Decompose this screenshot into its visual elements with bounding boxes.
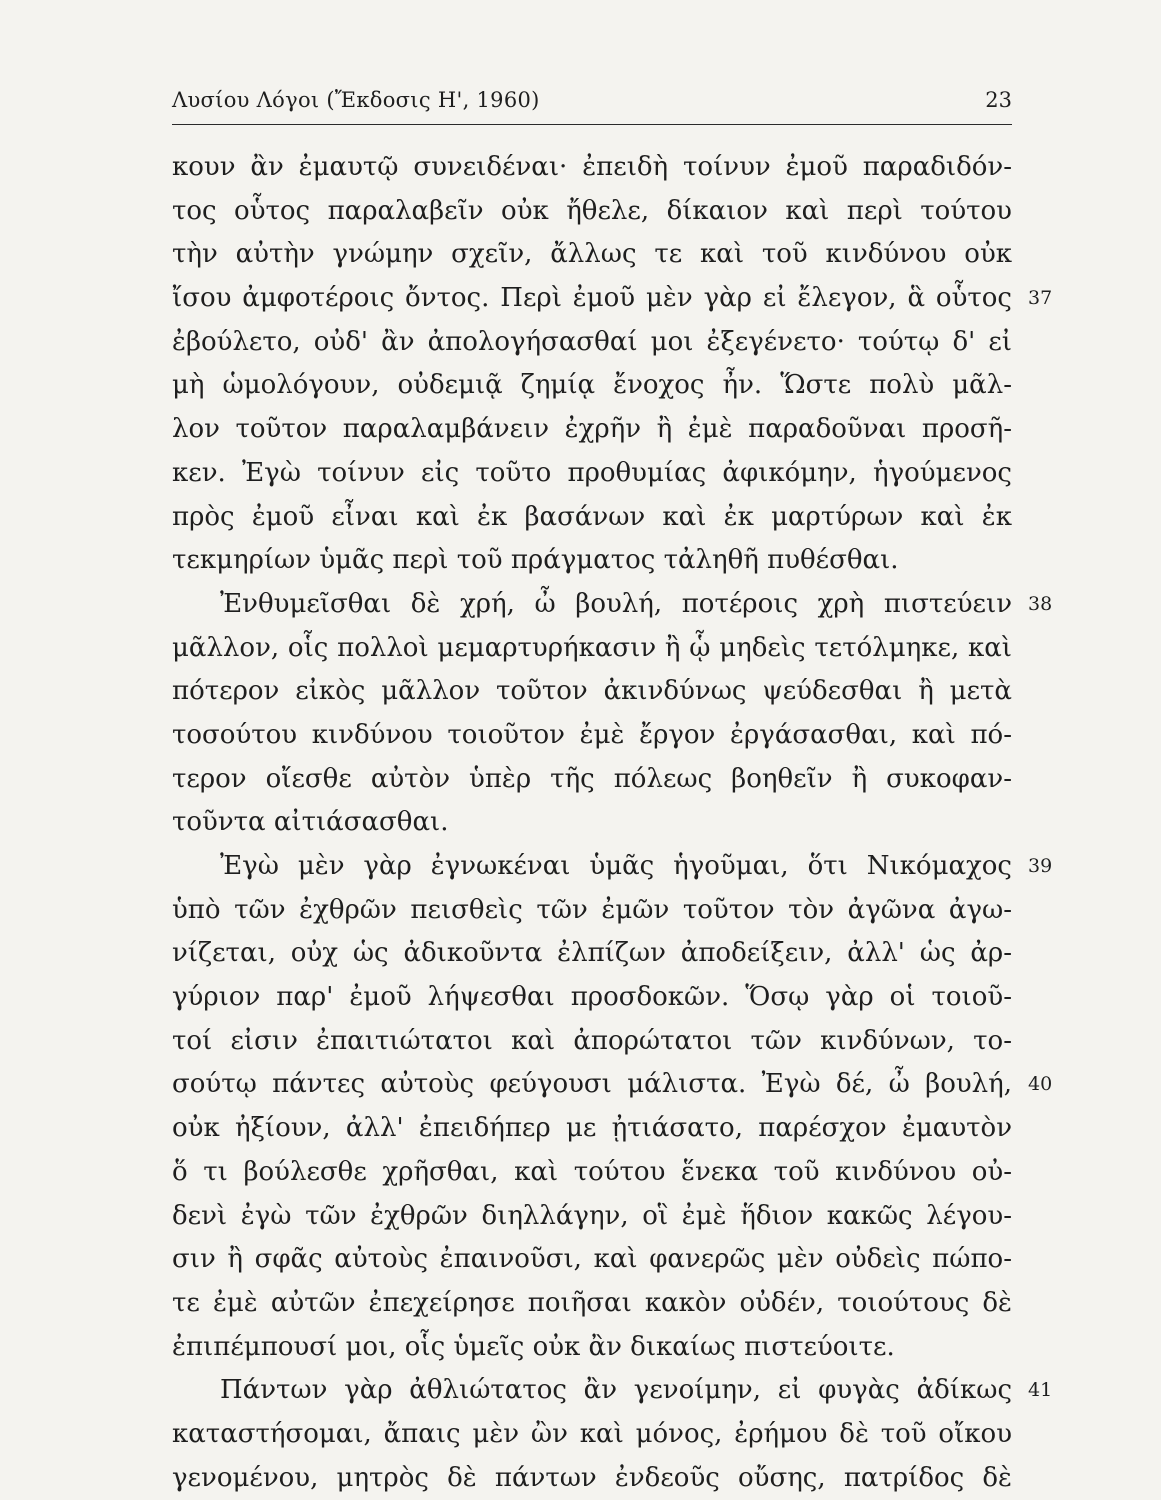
text-body (172, 146, 1053, 1500)
line-text: γενομένου, μητρὸς δὲ πάντων ἐνδεοῦς οὔσης, πατρίδος δὲ (172, 1462, 1012, 1493)
text-line (172, 539, 1012, 583)
line-text: τερον οἴεσθε αὐτὸν ὑπὲρ τῆς πόλεως βοηθεῖν ἢ συκοφαν- (172, 763, 1012, 794)
text-line (172, 714, 1012, 758)
text-line (172, 1457, 1012, 1500)
line-text: τος οὗτος παραλαβεῖν οὐκ ἤθελε, δίκαιον καὶ περὶ τούτου (172, 195, 1012, 226)
text-line (172, 190, 1012, 234)
line-text: ἐβούλετο, οὐδ' ἂν ἀπολογήσασθαί μοι ἐξεγένετο· τούτῳ δ' εἰ (172, 326, 1012, 357)
line-text: Πάντων γὰρ ἀθλιώτατος ἂν γενοίμην, εἰ φυγὰς ἀδίκως (220, 1375, 1012, 1406)
line-text: δενὶ ἐγὼ τῶν ἐχθρῶν διηλλάγην, οἳ ἐμὲ ἥδιον κακῶς λέγου- (172, 1200, 1012, 1231)
text-line (172, 670, 1012, 714)
line-text: πρὸς ἐμοῦ εἶναι καὶ ἐκ βασάνων καὶ ἐκ μαρτύρων καὶ ἐκ (172, 501, 1012, 532)
page-number: 23 (985, 88, 1012, 112)
line-text: Ἐνθυμεῖσθαι δὲ χρή, ὦ βουλή, ποτέροις χρὴ πιστεύειν (220, 588, 1012, 619)
text-line (172, 583, 1053, 627)
text-line (172, 976, 1012, 1020)
text-line (172, 758, 1012, 802)
line-text: οὐκ ἠξίουν, ἀλλ' ἐπειδήπερ με ᾐτιάσατο, παρέσχον ἐμαυτὸν (172, 1113, 1012, 1144)
text-line (172, 233, 1012, 277)
text-line (172, 1020, 1012, 1064)
line-text: καταστήσομαι, ἄπαις μὲν ὢν καὶ μόνος, ἐρήμου δὲ τοῦ οἴκου (172, 1418, 1012, 1449)
text-line (172, 1151, 1012, 1195)
text-line (172, 1063, 1053, 1107)
text-line (172, 889, 1012, 933)
section-number: 38 (1028, 592, 1053, 615)
text-line (172, 627, 1012, 671)
line-text: τεκμηρίων ὑμᾶς περὶ τοῦ πράγματος τἀληθῆ πυθέσθαι. (172, 545, 899, 576)
text-line (172, 364, 1012, 408)
text-line (172, 452, 1012, 496)
line-text: τοῦντα αἰτιάσασθαι. (172, 807, 449, 838)
section-number: 39 (1028, 855, 1053, 877)
text-line (172, 496, 1012, 540)
text-line (172, 845, 1053, 889)
text-line (172, 408, 1012, 452)
text-line (172, 146, 1012, 190)
text-line (172, 1195, 1012, 1239)
text-line (172, 801, 1012, 845)
line-text: νίζεται, οὐχ ὡς ἀδικοῦντα ἐλπίζων ἀποδείξειν, ἀλλ' ὡς ἀρ- (172, 938, 1012, 969)
text-line (172, 277, 1053, 321)
line-text: ὅ τι βούλεσθε χρῆσθαι, καὶ τούτου ἕνεκα τοῦ κινδύνου οὐ- (172, 1156, 1012, 1187)
line-text: μᾶλλον, οἷς πολλοὶ μεμαρτυρήκασιν ἢ ᾧ μηδεὶς τετόλμηκε, καὶ (172, 632, 1012, 663)
line-text: ὑπὸ τῶν ἐχθρῶν πεισθεὶς τῶν ἐμῶν τοῦτον τὸν ἀγῶνα ἀγω- (172, 894, 1012, 925)
line-text: κουν ἂν ἐμαυτῷ συνειδέναι· ἐπειδὴ τοίνυν ἐμοῦ παραδιδόν- (172, 152, 1012, 182)
line-text: τὴν αὐτὴν γνώμην σχεῖν, ἄλλως τε καὶ τοῦ κινδύνου οὐκ (172, 239, 1012, 270)
running-head (172, 84, 1012, 125)
line-text: ἐπιπέμπουσί μοι, οἷς ὑμεῖς οὐκ ἂν δικαίως πιστεύοιτε. (172, 1331, 895, 1362)
section-number: 37 (1028, 287, 1053, 310)
text-line (172, 1107, 1012, 1151)
text-line (172, 1413, 1012, 1457)
text-line (172, 321, 1012, 365)
text-line (172, 1238, 1012, 1282)
line-text: τοί εἰσιν ἐπαιτιώτατοι καὶ ἀπορώτατοι τῶν κινδύνων, το- (172, 1025, 1012, 1056)
line-text: μὴ ὡμολόγουν, οὐδεμιᾷ ζημίᾳ ἔνοχος ἦν. Ὥστε πολὺ μᾶλ- (172, 370, 1012, 401)
running-title: Λυσίου Λόγοι (Ἔκδοσις Η', 1960) (172, 88, 540, 112)
line-text: ἴσου ἀμφοτέροις ὄντος. Περὶ ἐμοῦ μὲν γὰρ εἰ ἔλεγον, ἃ οὗτος (172, 283, 1012, 314)
line-text: λον τοῦτον παραλαμβάνειν ἐχρῆν ἢ ἐμὲ παραδοῦναι προσῆ- (172, 414, 1012, 445)
section-number: 41 (1028, 1379, 1053, 1402)
section-number: 40 (1028, 1073, 1053, 1096)
text-line (172, 932, 1012, 976)
text-line (172, 1369, 1053, 1413)
line-text: τοσούτου κινδύνου τοιοῦτον ἐμὲ ἔργον ἐργάσασθαι, καὶ πό- (172, 719, 1012, 750)
text-line (172, 1282, 1012, 1326)
line-text: κεν. Ἐγὼ τοίνυν εἰς τοῦτο προθυμίας ἀφικόμην, ἡγούμενος (172, 457, 1012, 488)
line-text: σούτῳ πάντες αὐτοὺς φεύγουσι μάλιστα. Ἐγὼ δέ, ὦ βουλή, (172, 1069, 1012, 1100)
line-text: σιν ἢ σφᾶς αὐτοὺς ἐπαινοῦσι, καὶ φανερῶς μὲν οὐδεὶς πώπο- (172, 1244, 1012, 1275)
line-text: τε ἐμὲ αὐτῶν ἐπεχείρησε ποιῆσαι κακὸν οὐδέν, τοιούτους δὲ (172, 1287, 1012, 1318)
line-text: πότερον εἰκὸς μᾶλλον τοῦτον ἀκινδύνως ψεύδεσθαι ἢ μετὰ (172, 676, 1012, 707)
line-text: Ἐγὼ μὲν γὰρ ἐγνωκέναι ὑμᾶς ἡγοῦμαι, ὅτι Νικόμαχος (220, 851, 1012, 881)
line-text: γύριον παρ' ἐμοῦ λήψεσθαι προσδοκῶν. Ὅσῳ γὰρ οἱ τοιοῦ- (172, 982, 1012, 1013)
text-line (172, 1326, 1012, 1370)
